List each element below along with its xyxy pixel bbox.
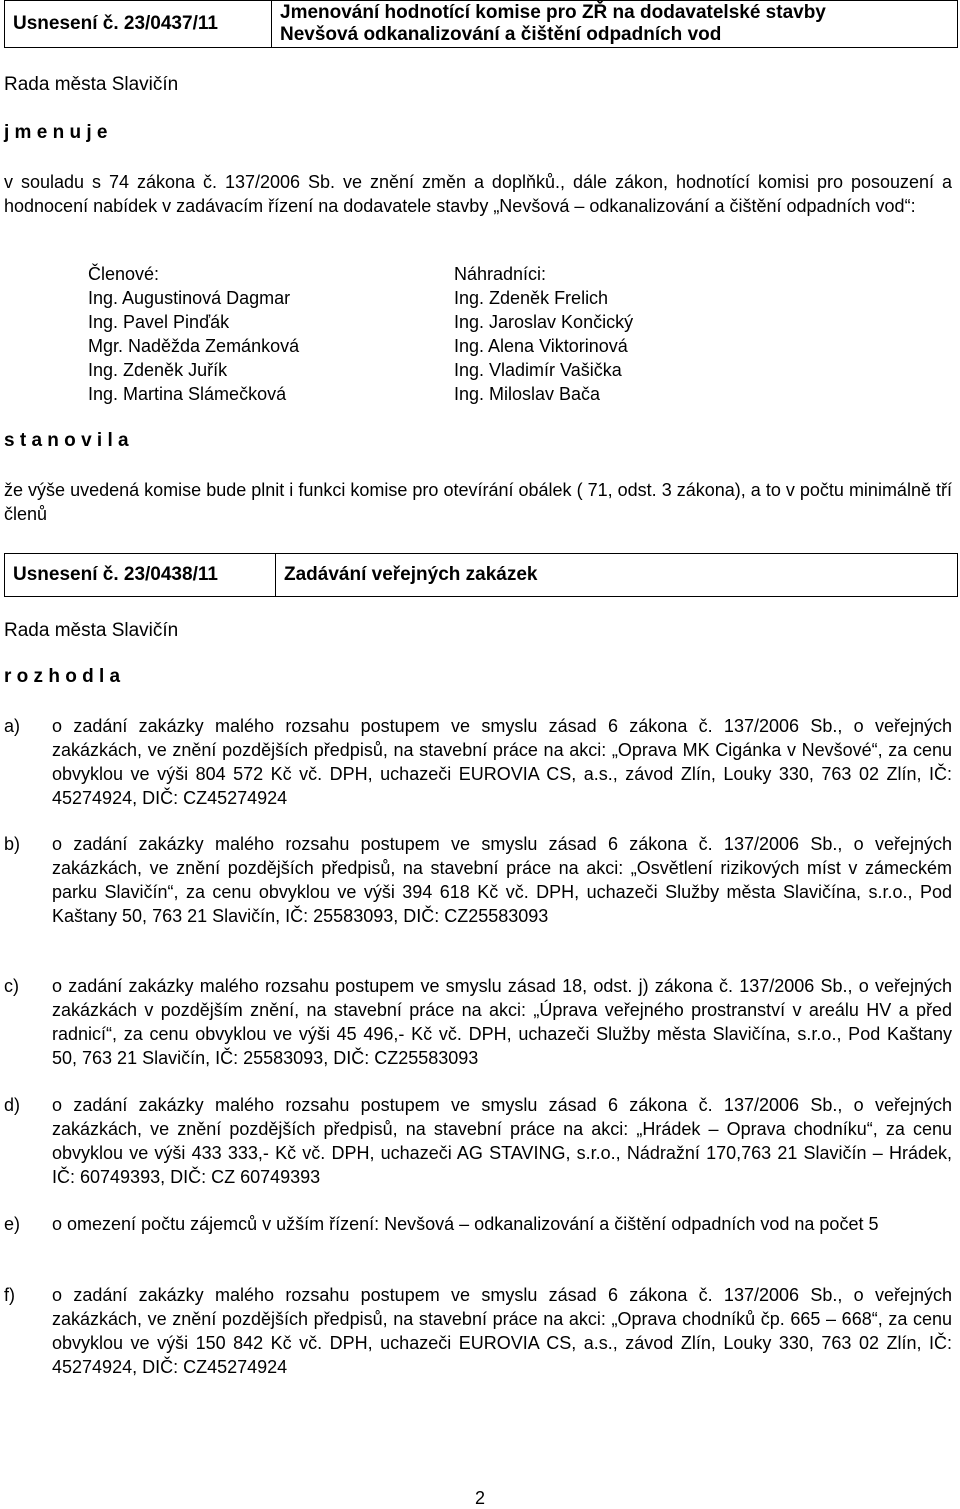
decision-item-text: o zadání zakázky malého rozsahu postupem ve smyslu zásad 6 zákona č. 137/2006 Sb., o veřejných zakázkách, ve znění pozdějších předpisů, na stavební práce na akci: „Oprava MK Cigánka v Nevšové“, za cenu obvyklou ve výši 804 572 Kč vč. DPH, uchazeči EUROVIA CS, a.s., závod Zlín, Louky 330, 763 02 Zlín, IČ: 45274924, DIČ: CZ45274924 [52, 716, 952, 808]
resolution1-body: Rada města Slavičín [4, 74, 179, 95]
member-item: Ing. Martina Slámečková [88, 384, 287, 404]
resolution2-title: Zadávání veřejných zakázek [276, 554, 958, 597]
decision-item-text: o zadání zakázky malého rozsahu postupem ve smyslu zásad 6 zákona č. 137/2006 Sb., o veřejných zakázkách, ve znění pozdějších předpisů, na stavební práce na akci: „Oprava chodníků čp. 665 – 668“, za cenu obvyklou ve výši 150 842 Kč vč. DPH, uchazeči EUROVIA CS, a.s., závod Zlín, Louky 330, 763 02 Zlín, IČ: 45274924, DIČ: CZ45274924 [52, 1285, 952, 1377]
substitutes-list [454, 262, 633, 406]
decision-item-text: o zadání zakázky malého rozsahu postupem ve smyslu zásad 6 zákona č. 137/2006 Sb., o veřejných zakázkách, ve znění pozdějších předpisů, na stavební práce na akci: „Hrádek – Oprava chodníku“, za cenu obvyklou ve výši 433 333,- Kč vč. DPH, uchazeči AG STAVING, s.r.o., Nádražní 170,763 21 Slavičín – Hrádek, IČ: 60749393, DIČ: CZ 60749393 [52, 1095, 952, 1187]
decision-item-label: b) [4, 834, 21, 854]
substitute-item: Ing. Miloslav Bača [454, 384, 601, 404]
decision-item-label: a) [4, 716, 21, 736]
decision-item-e [4, 1212, 952, 1236]
members-header: Členové: [88, 264, 160, 284]
resolution1-verb: j m e n u j e [4, 122, 108, 143]
resolution1-number: Usnesení č. 23/0437/11 [5, 1, 272, 48]
decision-item-f [4, 1283, 952, 1379]
decision-item-d [4, 1093, 952, 1189]
substitute-item: Ing. Jaroslav Končický [454, 312, 634, 332]
substitute-item: Ing. Zdeněk Frelich [454, 288, 609, 308]
decision-item-text: o omezení počtu zájemců v užším řízení: Nevšová – odkanalizování a čištění odpadních vod na počet 5 [52, 1214, 879, 1234]
decision-item-text: o zadání zakázky malého rozsahu postupem ve smyslu zásad 6 zákona č. 137/2006 Sb., o veřejných zakázkách, ve znění pozdějších předpisů, na stavební práce na akci: „Osvětlení rizikových míst v zámeckém parku Slavičín“, za cenu obvyklou ve výši 394 618 Kč vč. DPH, uchazeči Služby města Slavičína, s.r.o., Pod Kaštany 50, 763 21 Slavičín, IČ: 25583093, DIČ: CZ25583093 [52, 834, 952, 926]
resolution2-body: Rada města Slavičín [4, 620, 179, 641]
resolution1-verb2: s t a n o v i l a [4, 430, 129, 451]
resolution1-title [272, 1, 958, 48]
resolution2-number: Usnesení č. 23/0438/11 [5, 554, 276, 597]
member-item: Ing. Pavel Pinďák [88, 312, 230, 332]
substitutes-header: Náhradníci: [454, 264, 547, 284]
decision-item-b [4, 832, 952, 928]
decision-item-a [4, 714, 952, 810]
decision-item-label: d) [4, 1095, 21, 1115]
decision-item-c [4, 974, 952, 1070]
member-item: Ing. Augustinová Dagmar [88, 288, 291, 308]
resolution1-decision: že výše uvedená komise bude plnit i funkci komise pro otevírání obálek ( 71, odst. 3 zákona), a to v počtu minimálně tří členů [4, 480, 952, 524]
decision-item-label: e) [4, 1214, 21, 1234]
substitute-item: Ing. Alena Viktorinová [454, 336, 628, 356]
resolution1-title-line1: Jmenování hodnotící komise pro ZŘ na dodavatelské stavby [280, 2, 826, 23]
decision-item-label: c) [4, 976, 19, 996]
resolution1-title-line2: Nevšová odkanalizování a čištění odpadních vod [280, 24, 722, 45]
page-number: 2 [474, 1488, 485, 1508]
resolution2-header [4, 553, 958, 597]
member-item: Ing. Zdeněk Juřík [88, 360, 228, 380]
member-item: Mgr. Naděžda Zemánková [88, 336, 300, 356]
resolution1-intro: v souladu s 74 zákona č. 137/2006 Sb. ve znění změn a doplňků., dále zákon, hodnotící komisi pro posouzení a hodnocení nabídek v zadávacím řízení na dodavatele stavby „Nevšová – odkanalizování a čištění odpadních vod“: [4, 172, 952, 216]
resolution1-header [4, 0, 958, 48]
decision-item-text: o zadání zakázky malého rozsahu postupem ve smyslu zásad 18, odst. j) zákona č. 137/2006 Sb., o veřejných zakázkách v pozdějším znění, na stavební práce na akci: „Úprava veřejného prostranství v areálu HV a před radnicí“, za cenu obvyklou ve výši 45 496,- Kč vč. DPH, uchazeči Služby města Slavičína, s.r.o., Pod Kaštany 50, 763 21 Slavičín, IČ: 25583093, DIČ: CZ25583093 [52, 976, 952, 1068]
resolution2-verb: r o z h o d l a [4, 666, 121, 687]
substitute-item: Ing. Vladimír Vašička [454, 360, 622, 380]
members-list [88, 262, 299, 406]
decision-item-label: f) [4, 1285, 15, 1305]
